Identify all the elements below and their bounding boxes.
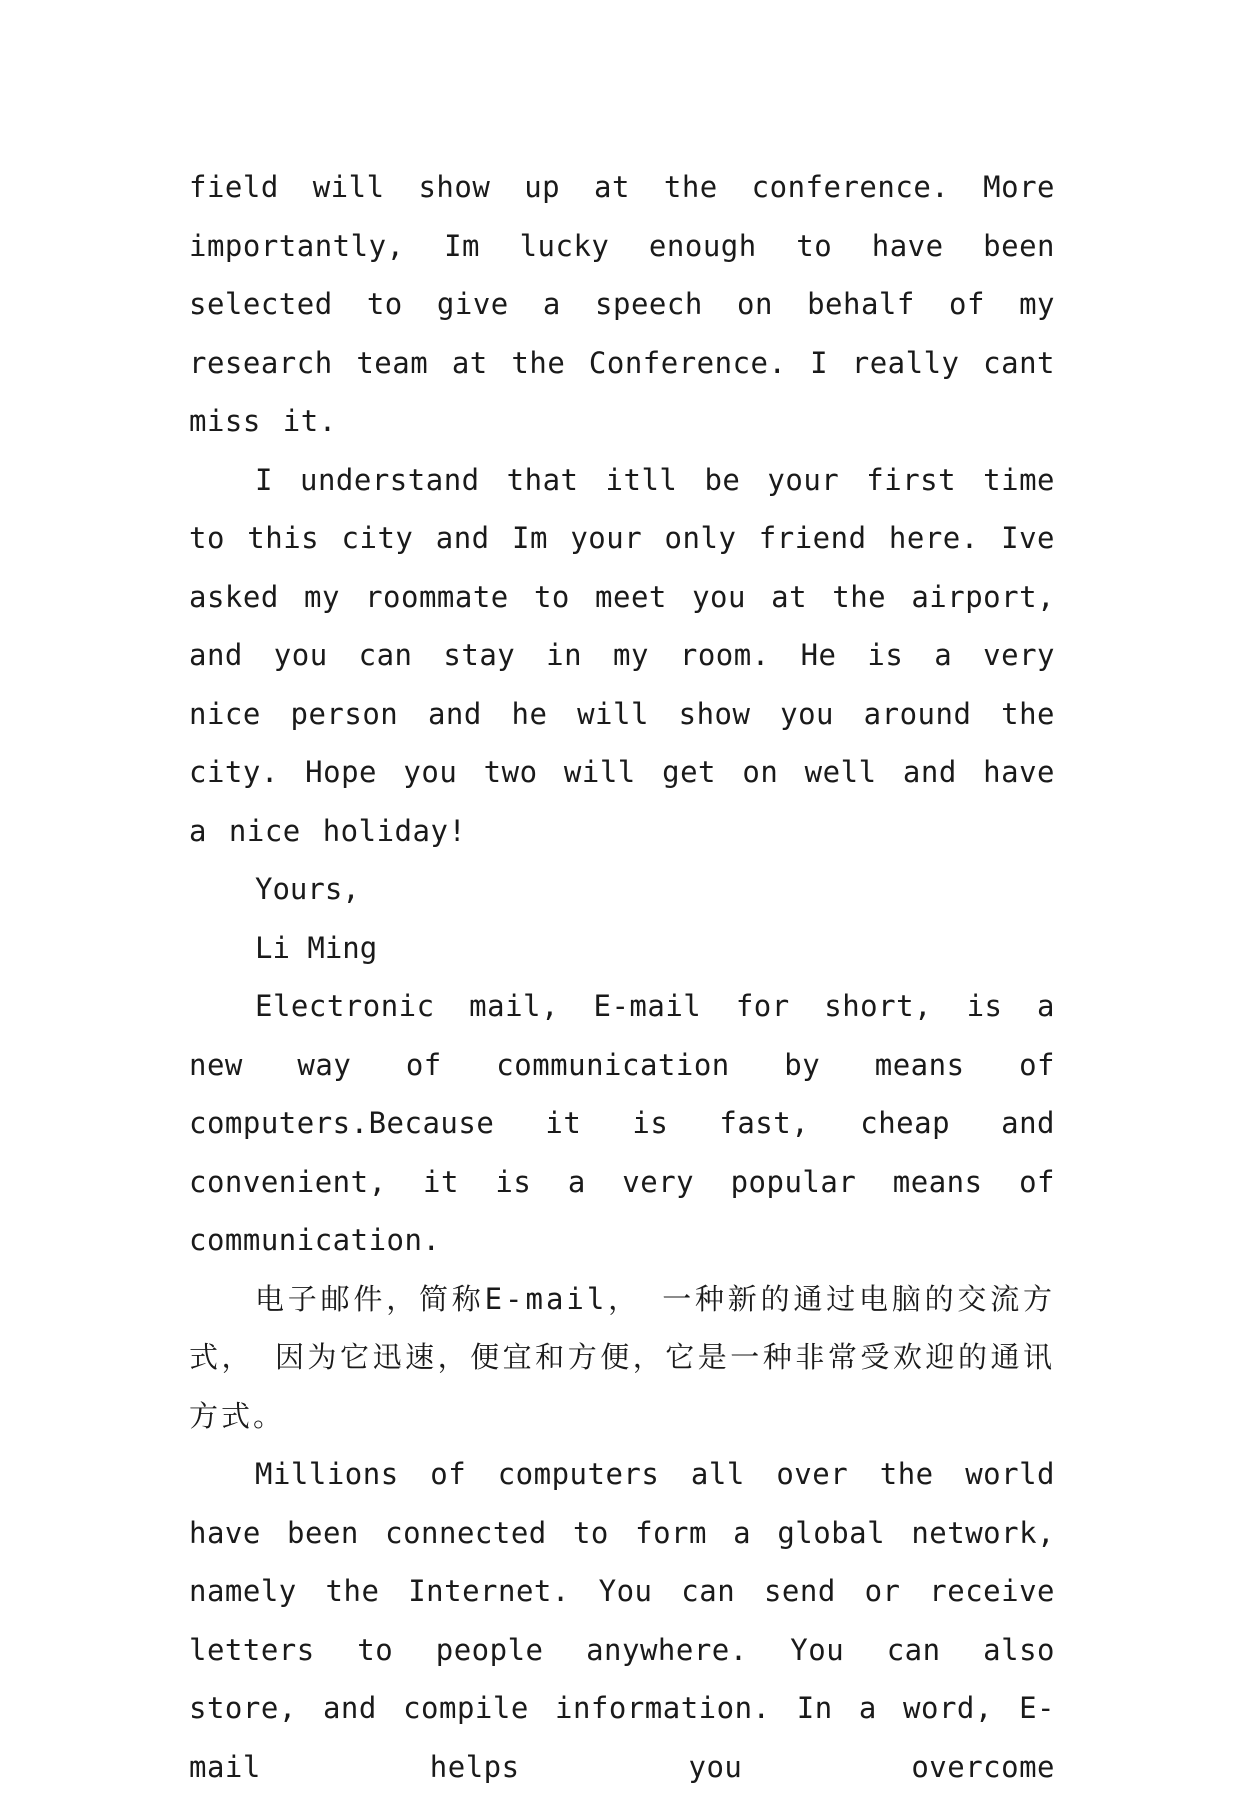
paragraph-internet: Millions of computers all over the world have been connected to form a global network, namely the Internet. You can send or receive letters to people anywhere. You can also store, and compile information. In a word, E-mail helps you overcome: [189, 1457, 1055, 1784]
paragraph-city-visit: I understand that itll be your first time to this city and Im your only friend here. Ive asked my roommate to meet you at the airport, and you can stay in my room. He is a very nice person and he will show you around the city. Hope you two will get on well and have a nice holiday!: [189, 462, 1055, 848]
letter-signature: Li Ming: [255, 930, 378, 965]
paragraph-email-chinese: 电子邮件，简称E-mail， 一种新的通过电脑的交流方式， 因为它迅速，便宜和方便，它是一种非常受欢迎的通讯方式。: [189, 1281, 1055, 1433]
document-body: [189, 158, 1055, 1796]
paragraph-conference: field will show up at the conference. More importantly, Im lucky enough to have been selected to give a speech on behalf of my research team at the Conference. I really cant miss it.: [189, 170, 1055, 438]
paragraph-email-definition: Electronic mail, E-mail for short, is a new way of communication by means of computers.Because it is fast, cheap and convenient, it is a very popular means of communication.: [189, 989, 1055, 1257]
letter-salutation: Yours,: [255, 872, 360, 906]
